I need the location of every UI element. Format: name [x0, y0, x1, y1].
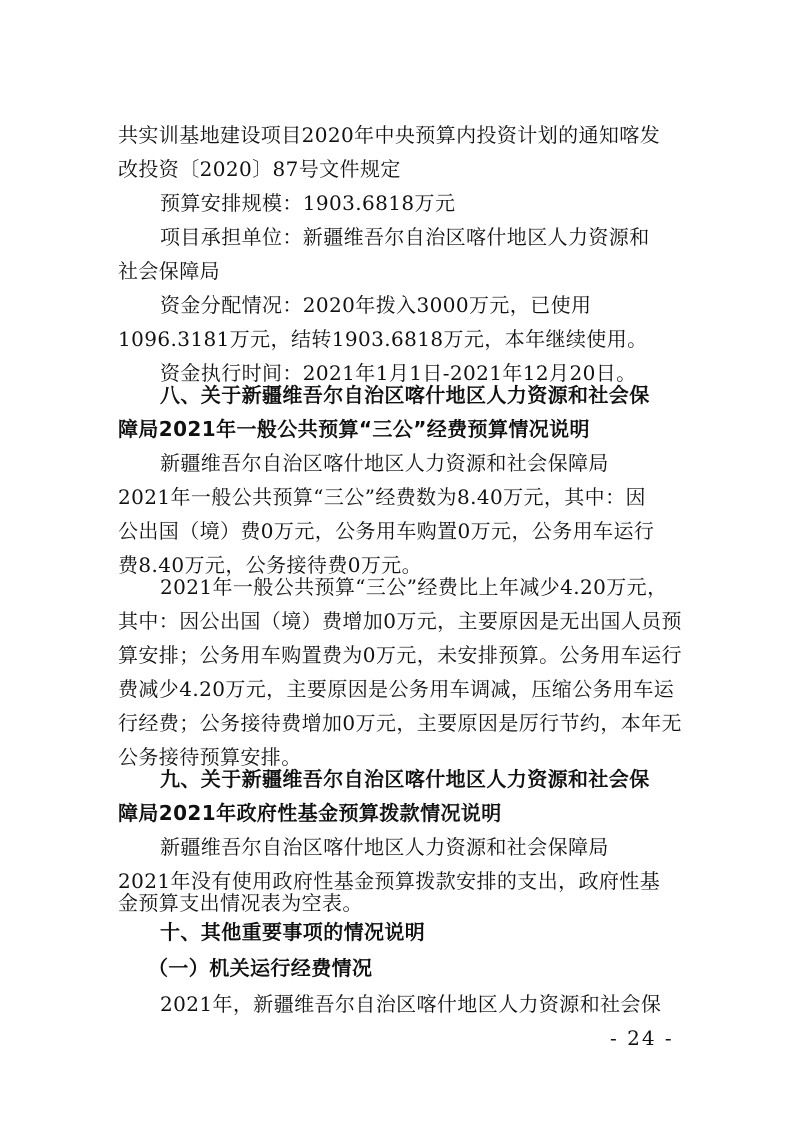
body-text-line: 金预算支出情况表为空表。	[118, 891, 363, 915]
body-text-line: 2021年没有使用政府性基金预算拨款安排的支出，政府性基	[118, 869, 661, 893]
section-8-heading: 八、关于新疆维吾尔自治区喀什地区人力资源和社会保	[160, 383, 650, 407]
section-10-heading: 十、其他重要事项的情况说明	[160, 920, 426, 944]
section-9-heading: 九、关于新疆维吾尔自治区喀什地区人力资源和社会保	[160, 767, 650, 791]
body-text-line: 1096.3181万元，结转1903.6818万元，本年继续使用。	[118, 327, 648, 351]
body-text-line: 新疆维吾尔自治区喀什地区人力资源和社会保障局	[160, 451, 609, 475]
body-text-line: 公出国（境）费0万元，公务用车购置0万元，公务用车运行	[118, 519, 655, 543]
body-text-line: 改投资〔2020〕87号文件规定	[118, 157, 401, 181]
body-text-line: 2021年一般公共预算“三公”经费比上年减少4.20万元，	[160, 575, 668, 599]
body-text-line: 共实训基地建设项目2020年中央预算内投资计划的通知喀发	[118, 123, 661, 147]
body-text-line: 2021年一般公共预算“三公”经费数为8.40万元，其中：因	[118, 485, 646, 509]
budget-scale-line: 预算安排规模：1903.6818万元	[160, 191, 456, 215]
subsection-1-heading: （一）机关运行经费情况	[148, 956, 373, 980]
page-number: - 24 -	[610, 1026, 674, 1050]
section-8-heading-cont: 障局2021年一般公共预算“三公”经费预算情况说明	[118, 417, 590, 441]
body-text-line: 费减少4.20万元，主要原因是公务用车调减，压缩公务用车运	[118, 677, 675, 701]
body-text-line: 费8.40万元，公务接待费0万元。	[118, 553, 423, 577]
body-text-line-last: 2021年，新疆维吾尔自治区喀什地区人力资源和社会保	[160, 992, 662, 1016]
execution-time-line: 资金执行时间：2021年1月1日-2021年12月20日。	[160, 361, 637, 385]
body-text-line: 行经费；公务接待费增加0万元，主要原因是厉行节约，本年无	[118, 711, 682, 735]
body-text-line: 其中：因公出国（境）费增加0万元，主要原因是无出国人员预	[118, 609, 682, 633]
fund-allocation-line: 资金分配情况：2020年拨入3000万元，已使用	[160, 293, 592, 317]
body-text-line: 社会保障局	[118, 259, 220, 283]
project-unit-line: 项目承担单位：新疆维吾尔自治区喀什地区人力资源和	[160, 225, 650, 249]
body-text-line: 公务接待预算安排。	[118, 745, 302, 769]
body-text-line: 新疆维吾尔自治区喀什地区人力资源和社会保障局	[160, 835, 609, 859]
body-text-line: 算安排；公务用车购置费为0万元，未安排预算。公务用车运行	[118, 643, 682, 667]
section-9-heading-cont: 障局2021年政府性基金预算拨款情况说明	[118, 801, 502, 825]
